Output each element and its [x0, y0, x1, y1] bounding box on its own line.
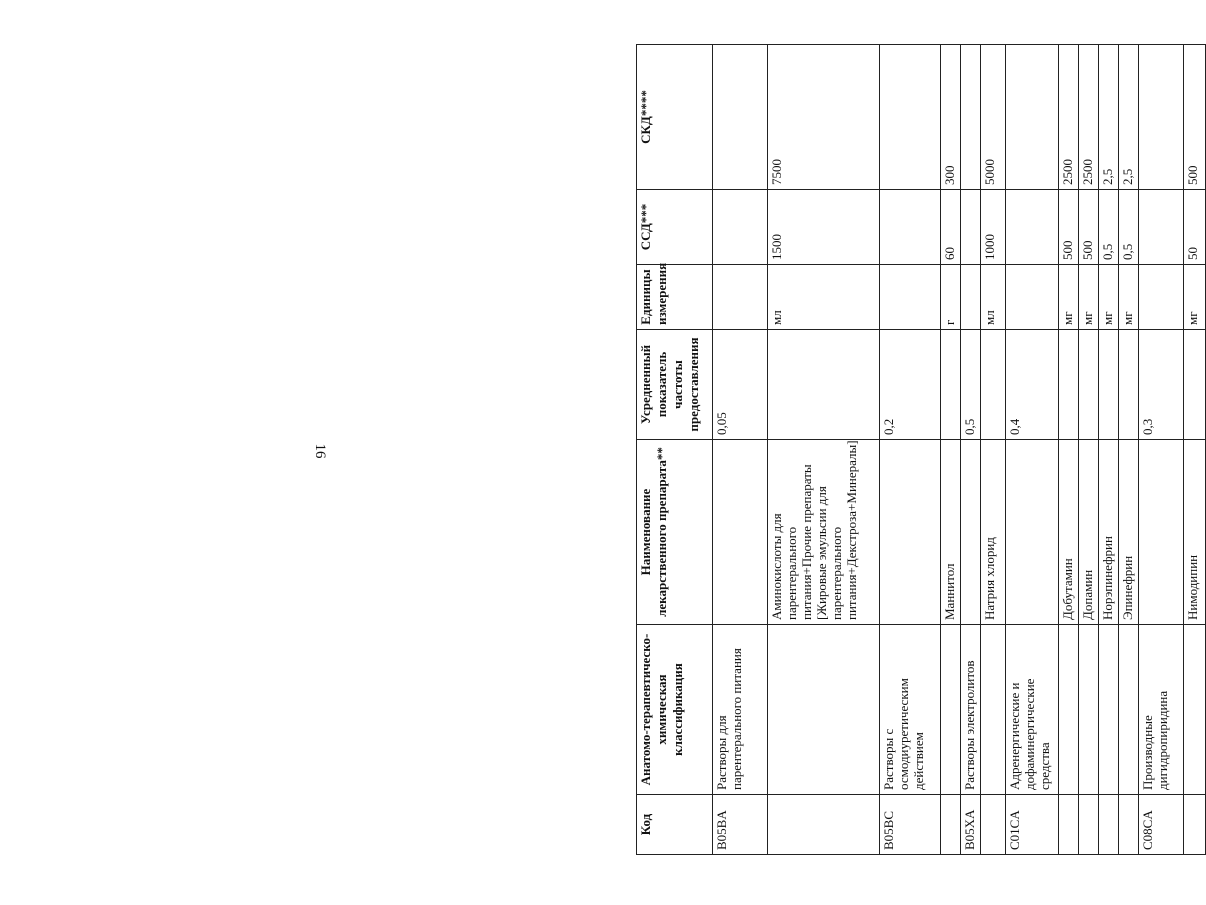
table-row [879, 45, 940, 855]
cell-skd [1139, 45, 1184, 190]
cell-name: Натрия хлорид [981, 440, 1005, 625]
cell-ssd: 500 [1078, 190, 1098, 265]
cell-atc [940, 625, 960, 795]
cell-name [879, 440, 940, 625]
cell-unit: мл [981, 265, 1005, 330]
cell-unit [712, 265, 768, 330]
table-row [1139, 45, 1184, 855]
cell-skd: 500 [1183, 45, 1205, 190]
header-frequency: Усредненный показатель частоты предоставления [637, 330, 713, 440]
cell-frequency: 0,5 [960, 330, 980, 440]
cell-unit: мг [1099, 265, 1119, 330]
cell-skd [712, 45, 768, 190]
cell-code: C01CA [1005, 795, 1058, 855]
cell-frequency: 0,4 [1005, 330, 1058, 440]
cell-ssd: 50 [1183, 190, 1205, 265]
table-row [1058, 45, 1078, 855]
table-row [981, 45, 1005, 855]
cell-unit: мг [1119, 265, 1139, 330]
table-row [1119, 45, 1139, 855]
cell-atc [1058, 625, 1078, 795]
cell-code [1099, 795, 1119, 855]
cell-frequency [1099, 330, 1119, 440]
cell-code: B05BA [712, 795, 768, 855]
cell-name [1139, 440, 1184, 625]
cell-frequency [1058, 330, 1078, 440]
cell-skd [879, 45, 940, 190]
table-row [1078, 45, 1098, 855]
cell-atc: Растворы с осмодиуретическим действием [879, 625, 940, 795]
cell-unit: мг [1183, 265, 1205, 330]
cell-frequency: 0,2 [879, 330, 940, 440]
cell-code [1183, 795, 1205, 855]
cell-code: B05BC [879, 795, 940, 855]
cell-skd: 300 [940, 45, 960, 190]
cell-atc [1099, 625, 1119, 795]
cell-ssd [712, 190, 768, 265]
cell-atc: Адренергические и дофаминергические средства [1005, 625, 1058, 795]
cell-unit [879, 265, 940, 330]
cell-unit: г [940, 265, 960, 330]
cell-skd: 2500 [1058, 45, 1078, 190]
cell-frequency [981, 330, 1005, 440]
cell-ssd: 1500 [768, 190, 879, 265]
header-skd: СКД**** [637, 45, 713, 190]
cell-skd: 2500 [1078, 45, 1098, 190]
table-row [960, 45, 980, 855]
cell-name: Эпинефрин [1119, 440, 1139, 625]
header-atc: Анатомо-терапевтическо-химическая классификация [637, 625, 713, 795]
cell-name: Маннитол [940, 440, 960, 625]
cell-name: Допамин [1078, 440, 1098, 625]
cell-frequency: 0,05 [712, 330, 768, 440]
table-row [768, 45, 879, 855]
page-number: 16 [312, 443, 328, 459]
header-ssd: ССД*** [637, 190, 713, 265]
cell-ssd [960, 190, 980, 265]
cell-ssd: 0,5 [1119, 190, 1139, 265]
cell-atc [1183, 625, 1205, 795]
table-row [1005, 45, 1058, 855]
cell-unit: мл [768, 265, 879, 330]
cell-ssd [1139, 190, 1184, 265]
cell-unit [960, 265, 980, 330]
cell-frequency: 0,3 [1139, 330, 1184, 440]
cell-ssd: 60 [940, 190, 960, 265]
cell-name: Аминокислоты для парентерального питания+Прочие препараты [Жировые эмульсии для парентерального питания+Декстроза+Минералы] [768, 440, 879, 625]
cell-name [712, 440, 768, 625]
cell-name: Норэпинефрин [1099, 440, 1119, 625]
cell-atc [768, 625, 879, 795]
cell-frequency [1183, 330, 1205, 440]
table-row [1099, 45, 1119, 855]
cell-code [1058, 795, 1078, 855]
cell-name [1005, 440, 1058, 625]
cell-skd [960, 45, 980, 190]
cell-code: C08CA [1139, 795, 1184, 855]
drug-table-rotated [636, 45, 1206, 855]
cell-atc [1119, 625, 1139, 795]
cell-name: Добутамин [1058, 440, 1078, 625]
cell-atc: Растворы для парентерального питания [712, 625, 768, 795]
cell-atc [981, 625, 1005, 795]
table-header-row [637, 45, 713, 855]
cell-atc: Производные дигидропиридина [1139, 625, 1184, 795]
cell-code [768, 795, 879, 855]
cell-unit [1139, 265, 1184, 330]
cell-unit: мг [1058, 265, 1078, 330]
cell-skd [1005, 45, 1058, 190]
cell-name [960, 440, 980, 625]
cell-frequency [768, 330, 879, 440]
cell-ssd: 0,5 [1099, 190, 1119, 265]
cell-atc: Растворы электролитов [960, 625, 980, 795]
cell-skd: 5000 [981, 45, 1005, 190]
cell-name: Нимодипин [1183, 440, 1205, 625]
cell-atc [1078, 625, 1098, 795]
cell-code [1078, 795, 1098, 855]
table-row [712, 45, 768, 855]
cell-frequency [1119, 330, 1139, 440]
cell-code: B05XA [960, 795, 980, 855]
cell-ssd [1005, 190, 1058, 265]
cell-code [981, 795, 1005, 855]
cell-unit [1005, 265, 1058, 330]
header-name: Наименование лекарственного препарата** [637, 440, 713, 625]
cell-code [1119, 795, 1139, 855]
cell-unit: мг [1078, 265, 1098, 330]
cell-code [940, 795, 960, 855]
cell-skd: 2,5 [1099, 45, 1119, 190]
table-row [940, 45, 960, 855]
cell-ssd [879, 190, 940, 265]
cell-frequency [940, 330, 960, 440]
cell-ssd: 1000 [981, 190, 1005, 265]
header-unit: Единицы измерения [637, 265, 713, 330]
table-row [1183, 45, 1205, 855]
cell-frequency [1078, 330, 1098, 440]
drug-table-container [66, 45, 1200, 855]
cell-ssd: 500 [1058, 190, 1078, 265]
cell-skd: 7500 [768, 45, 879, 190]
header-code: Код [637, 795, 713, 855]
drug-table [636, 44, 1206, 855]
cell-skd: 2,5 [1119, 45, 1139, 190]
